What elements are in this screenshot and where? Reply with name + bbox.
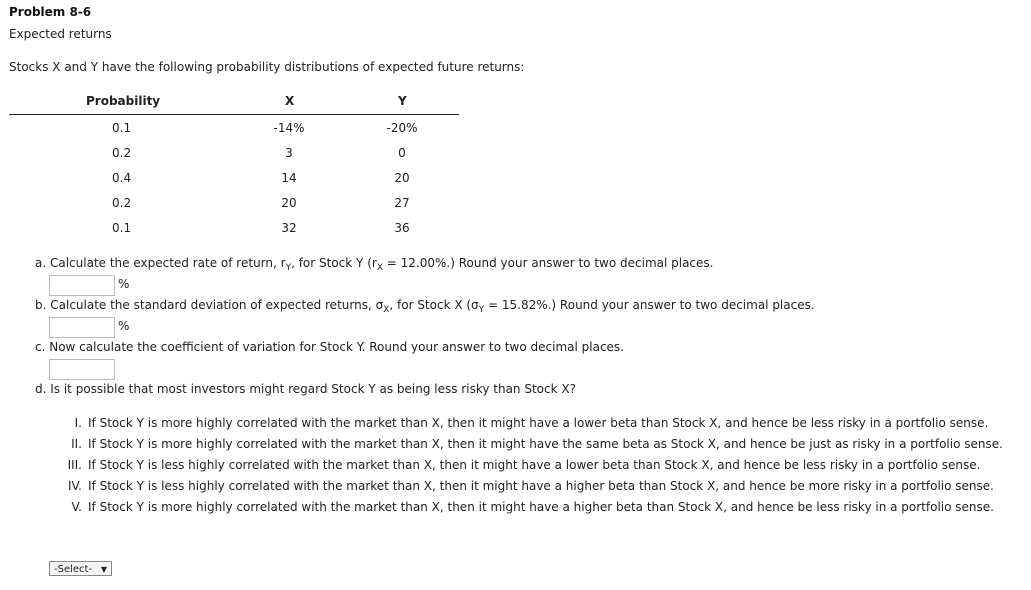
- cell-probability: 0.2: [112, 196, 132, 210]
- cell-y: 20: [394, 171, 410, 185]
- option-number: II.: [71, 437, 82, 451]
- option-text: If Stock Y is less highly correlated with the market than X, then it might have a lower beta than Stock X, and hence be less risky in a portfolio sense.: [88, 458, 981, 472]
- problem-title: Problem 8-6: [9, 5, 92, 19]
- option-text: If Stock Y is less highly correlated with the market than X, then it might have a higher beta than Stock X, and hence be more risky in a portfolio sense.: [88, 479, 994, 493]
- question-a-sub1: Y: [285, 263, 292, 273]
- question-b-text: [35, 298, 815, 315]
- answer-a-unit: %: [118, 277, 130, 291]
- header-x: X: [285, 94, 295, 108]
- cell-probability: 0.1: [112, 121, 132, 135]
- table-row: [9, 190, 459, 215]
- answer-a-input[interactable]: [49, 275, 115, 296]
- cell-x: -14%: [273, 121, 305, 135]
- dropdown-arrow-icon: ▼: [100, 565, 107, 574]
- cell-y: 27: [394, 196, 410, 210]
- cell-y: -20%: [386, 121, 418, 135]
- option-number: I.: [74, 416, 82, 430]
- option-number: V.: [71, 500, 82, 514]
- question-b-sub1: X: [383, 305, 390, 315]
- problem-subtitle: Expected returns: [9, 27, 112, 41]
- answer-c-input[interactable]: [49, 359, 115, 380]
- table-row: [9, 115, 459, 140]
- cell-probability: 0.2: [112, 146, 132, 160]
- probability-table: [9, 90, 459, 240]
- table-row: [9, 140, 459, 165]
- header-y: Y: [398, 94, 407, 108]
- cell-x: 3: [285, 146, 293, 160]
- answer-d-select[interactable]: [49, 561, 112, 576]
- option-text: If Stock Y is more highly correlated with the market than X, then it might have a higher beta than Stock X, and hence be less risky in a portfolio sense.: [88, 500, 994, 514]
- answer-b-input[interactable]: [49, 317, 115, 338]
- question-b-post: = 15.82%.) Round your answer to two decimal places.: [484, 298, 815, 312]
- option-number: III.: [67, 458, 82, 472]
- option-number: IV.: [67, 479, 82, 493]
- question-d-text: d. Is it possible that most investors might regard Stock Y as being less risky than Stock X?: [35, 382, 576, 396]
- cell-x: 32: [281, 221, 297, 235]
- question-b-sub2: Y: [478, 305, 485, 315]
- question-a-post: = 12.00%.) Round your answer to two decimal places.: [382, 256, 714, 270]
- question-a-mid: , for Stock Y (r: [291, 256, 377, 270]
- question-a-sub2: X: [376, 263, 383, 273]
- cell-probability: 0.1: [112, 221, 132, 235]
- question-b-mid: , for Stock X (σ: [389, 298, 479, 312]
- problem-intro: Stocks X and Y have the following probability distributions of expected future returns:: [9, 60, 525, 74]
- select-label: -Select-: [54, 564, 93, 575]
- table-header: [9, 90, 459, 115]
- question-b-pre: b. Calculate the standard deviation of expected returns, σ: [35, 298, 384, 312]
- question-a-pre: a. Calculate the expected rate of return, r: [35, 256, 286, 270]
- question-c-text: c. Now calculate the coefficient of variation for Stock Y. Round your answer to two decimal places.: [35, 340, 624, 354]
- option-text: If Stock Y is more highly correlated with the market than X, then it might have a lower beta than Stock X, and hence be less risky in a portfolio sense.: [88, 416, 989, 430]
- option-text: If Stock Y is more highly correlated with the market than X, then it might have the same beta as Stock X, and hence be just as risky in a portfolio sense.: [88, 437, 1003, 451]
- cell-x: 20: [281, 196, 297, 210]
- table-row: [9, 165, 459, 190]
- question-a-text: [35, 256, 714, 273]
- cell-x: 14: [281, 171, 297, 185]
- cell-y: 0: [398, 146, 406, 160]
- cell-y: 36: [394, 221, 410, 235]
- table-row: [9, 215, 459, 240]
- header-probability: Probability: [86, 94, 161, 108]
- answer-b-unit: %: [118, 319, 130, 333]
- cell-probability: 0.4: [112, 171, 132, 185]
